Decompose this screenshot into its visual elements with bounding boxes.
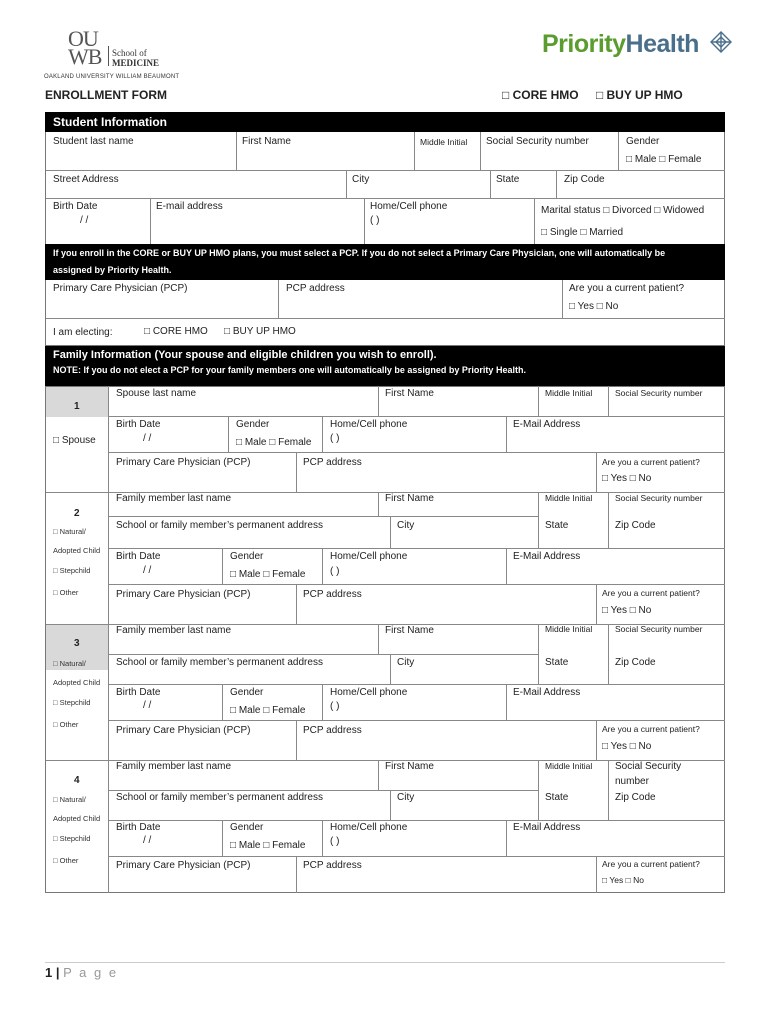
member-4-stepchild-checkbox[interactable]: □ Stepchild — [53, 834, 91, 843]
member-3-state-field[interactable]: State — [545, 657, 569, 668]
member-3-city-field[interactable]: City — [397, 657, 415, 668]
spouse-gender-label: Gender — [236, 419, 270, 430]
member-2-natural-checkbox[interactable]: □ Natural/ — [53, 527, 86, 536]
page-number: 1 — [45, 965, 53, 980]
student-email-field[interactable]: E-mail address — [156, 201, 223, 212]
priority-health-emblem-icon — [708, 28, 734, 56]
member-4-current-patient-label: Are you a current patient? — [602, 859, 700, 869]
member-3-phone-field[interactable]: Home/Cell phone — [330, 687, 408, 698]
member-4-gender-label: Gender — [230, 822, 264, 833]
member-4-state-field[interactable]: State — [545, 792, 569, 803]
student-birth-date-field[interactable]: Birth Date — [53, 201, 98, 212]
spouse-current-patient-label: Are you a current patient? — [602, 457, 700, 467]
member-3-current-patient-options[interactable]: □ Yes □ No — [602, 741, 652, 752]
member-4-current-patient-options[interactable]: □ Yes □ No — [602, 875, 644, 885]
spouse-phone-field[interactable]: Home/Cell phone — [330, 419, 408, 430]
member-2-birth-date-slashes: / / — [143, 565, 152, 576]
spouse-ssn-field[interactable]: Social Security number — [615, 388, 703, 398]
family-member-2-number: 2 — [74, 508, 80, 519]
member-2-middle-initial-field[interactable]: Middle Initial — [545, 493, 593, 503]
member-2-zip-field[interactable]: Zip Code — [615, 520, 656, 531]
form-title: ENROLLMENT FORM — [45, 88, 167, 102]
spouse-last-name-field[interactable]: Spouse last name — [116, 388, 197, 399]
marital-status-options-2[interactable]: □ Single □ Married — [541, 227, 624, 238]
member-3-birth-date-field[interactable]: Birth Date — [116, 687, 161, 698]
member-3-address-field[interactable]: School or family member’s permanent address — [116, 657, 323, 668]
student-pcp-field[interactable]: Primary Care Physician (PCP) — [53, 283, 188, 294]
member-3-gender-options[interactable]: □ Male □ Female — [230, 705, 306, 716]
spouse-first-name-field[interactable]: First Name — [385, 388, 434, 399]
member-3-phone-parens: ( ) — [330, 701, 340, 712]
member-2-stepchild-checkbox[interactable]: □ Stepchild — [53, 566, 91, 575]
spouse-phone-parens: ( ) — [330, 433, 340, 444]
member-3-first-name-field[interactable]: First Name — [385, 625, 434, 636]
member-3-email-field[interactable]: E-Mail Address — [513, 687, 581, 698]
member-2-address-field[interactable]: School or family member’s permanent address — [116, 520, 323, 531]
student-gender-options[interactable]: □ Male □ Female — [626, 154, 702, 165]
student-gender-label: Gender — [626, 136, 660, 147]
student-state-field[interactable]: State — [496, 174, 520, 185]
student-zip-field[interactable]: Zip Code — [564, 174, 605, 185]
spouse-gender-options[interactable]: □ Male □ Female — [236, 437, 312, 448]
member-2-first-name-field[interactable]: First Name — [385, 493, 434, 504]
member-3-birth-date-slashes: / / — [143, 700, 152, 711]
member-4-email-field[interactable]: E-Mail Address — [513, 822, 581, 833]
member-4-ssn-field-line2: number — [615, 776, 649, 787]
member-3-zip-field[interactable]: Zip Code — [615, 657, 656, 668]
member-4-other-checkbox[interactable]: □ Other — [53, 856, 79, 865]
member-4-first-name-field[interactable]: First Name — [385, 761, 434, 772]
family-member-4-number: 4 — [74, 775, 80, 786]
student-ssn-field[interactable]: Social Security number — [486, 136, 589, 147]
spouse-checkbox[interactable]: □ Spouse — [53, 435, 96, 446]
member-2-ssn-field[interactable]: Social Security number — [615, 493, 703, 503]
spouse-birth-date-field[interactable]: Birth Date — [116, 419, 161, 430]
spouse-pcp-address-field[interactable]: PCP address — [303, 457, 362, 468]
family-section-header: Family Information (Your spouse and eligible children you wish to enroll). NOTE: If you do not elect a PCP for your family members one will automatically be assigned by Priority Health. — [45, 346, 725, 386]
student-current-patient-options[interactable]: □ Yes □ No — [569, 301, 619, 312]
page-footer: 1 | P a g e — [45, 965, 119, 980]
spouse-birth-date-slashes: / / — [143, 433, 152, 444]
member-2-current-patient-options[interactable]: □ Yes □ No — [602, 605, 652, 616]
member-4-last-name-field[interactable]: Family member last name — [116, 761, 232, 772]
member-2-pcp-field[interactable]: Primary Care Physician (PCP) — [116, 589, 251, 600]
marital-status-options[interactable]: Marital status □ Divorced □ Widowed — [541, 205, 705, 216]
member-2-birth-date-field[interactable]: Birth Date — [116, 551, 161, 562]
member-2-state-field[interactable]: State — [545, 520, 569, 531]
student-middle-initial-field[interactable]: Middle Initial — [420, 137, 468, 147]
member-4-birth-date-slashes: / / — [143, 835, 152, 846]
member-2-phone-field[interactable]: Home/Cell phone — [330, 551, 408, 562]
member-4-ssn-field[interactable]: Social Security — [615, 761, 682, 772]
member-4-phone-field[interactable]: Home/Cell phone — [330, 822, 408, 833]
pcp-notice: If you enroll in the CORE or BUY UP HMO plans, you must select a PCP. If you do not select a Primary Care Physician, one will automatically be assigned by Priority Health. — [45, 244, 725, 280]
member-4-pcp-address-field[interactable]: PCP address — [303, 860, 362, 871]
member-3-current-patient-label: Are you a current patient? — [602, 724, 700, 734]
member-3-stepchild-checkbox[interactable]: □ Stepchild — [53, 698, 91, 707]
footer-divider — [45, 962, 725, 963]
member-2-last-name-field[interactable]: Family member last name — [116, 493, 232, 504]
member-4-phone-parens: ( ) — [330, 836, 340, 847]
member-3-pcp-address-field[interactable]: PCP address — [303, 725, 362, 736]
member-4-zip-field[interactable]: Zip Code — [615, 792, 656, 803]
member-3-other-checkbox[interactable]: □ Other — [53, 720, 79, 729]
member-3-natural-checkbox[interactable]: □ Natural/ — [53, 659, 86, 668]
student-last-name-field[interactable]: Student last name — [53, 136, 134, 147]
oakland-school-logo: OU WB School of MEDICINE OAKLAND UNIVERSITY WILLIAM BEAUMONT — [44, 26, 180, 80]
spouse-email-field[interactable]: E-Mail Address — [513, 419, 581, 430]
family-member-1-number: 1 — [74, 401, 80, 412]
member-3-adopted-label: Adopted Child — [53, 678, 101, 687]
spouse-pcp-field[interactable]: Primary Care Physician (PCP) — [116, 457, 251, 468]
member-4-middle-initial-field[interactable]: Middle Initial — [545, 761, 593, 771]
electing-core-hmo-checkbox[interactable]: □ CORE HMO — [144, 326, 208, 337]
member-2-email-field[interactable]: E-Mail Address — [513, 551, 581, 562]
buy-up-hmo-checkbox[interactable]: □ BUY UP HMO — [595, 88, 683, 102]
student-first-name-field[interactable]: First Name — [242, 136, 291, 147]
member-4-birth-date-field[interactable]: Birth Date — [116, 822, 161, 833]
member-3-middle-initial-field[interactable]: Middle Initial — [545, 624, 593, 634]
priority-health-logo: PriorityHealth — [542, 30, 742, 70]
member-2-phone-parens: ( ) — [330, 566, 340, 577]
member-4-natural-checkbox[interactable]: □ Natural/ — [53, 795, 86, 804]
student-pcp-address-field[interactable]: PCP address — [286, 283, 345, 294]
spouse-current-patient-options[interactable]: □ Yes □ No — [602, 473, 652, 484]
student-phone-field[interactable]: Home/Cell phone — [370, 201, 448, 212]
student-current-patient-label: Are you a current patient? — [569, 283, 685, 294]
member-2-adopted-label: Adopted Child — [53, 546, 101, 555]
member-3-pcp-field[interactable]: Primary Care Physician (PCP) — [116, 725, 251, 736]
member-4-pcp-field[interactable]: Primary Care Physician (PCP) — [116, 860, 251, 871]
member-3-last-name-field[interactable]: Family member last name — [116, 625, 232, 636]
member-2-other-checkbox[interactable]: □ Other — [53, 588, 79, 597]
member-4-gender-options[interactable]: □ Male □ Female — [230, 840, 306, 851]
member-3-ssn-field[interactable]: Social Security number — [615, 624, 703, 634]
student-street-field[interactable]: Street Address — [53, 174, 119, 185]
member-4-adopted-label: Adopted Child — [53, 814, 101, 823]
page-label: P a g e — [63, 965, 119, 980]
member-2-current-patient-label: Are you a current patient? — [602, 588, 700, 598]
plan-options — [502, 88, 697, 102]
member-2-gender-options[interactable]: □ Male □ Female — [230, 569, 306, 580]
member-2-gender-label: Gender — [230, 551, 264, 562]
member-2-city-field[interactable]: City — [397, 520, 415, 531]
member-4-address-field[interactable]: School or family member’s permanent address — [116, 792, 323, 803]
member-4-city-field[interactable]: City — [397, 792, 415, 803]
student-phone-parens: ( ) — [370, 215, 380, 226]
electing-buy-up-hmo-checkbox[interactable]: □ BUY UP HMO — [224, 326, 296, 337]
family-member-3-number: 3 — [74, 638, 80, 649]
core-hmo-checkbox[interactable]: □ CORE HMO — [502, 88, 579, 102]
student-city-field[interactable]: City — [352, 174, 370, 185]
student-birth-date-slashes: / / — [80, 215, 89, 226]
member-3-gender-label: Gender — [230, 687, 264, 698]
spouse-middle-initial-field[interactable]: Middle Initial — [545, 388, 593, 398]
member-2-pcp-address-field[interactable]: PCP address — [303, 589, 362, 600]
student-section-header: Student Information — [45, 112, 725, 132]
electing-label: I am electing: — [53, 327, 113, 338]
